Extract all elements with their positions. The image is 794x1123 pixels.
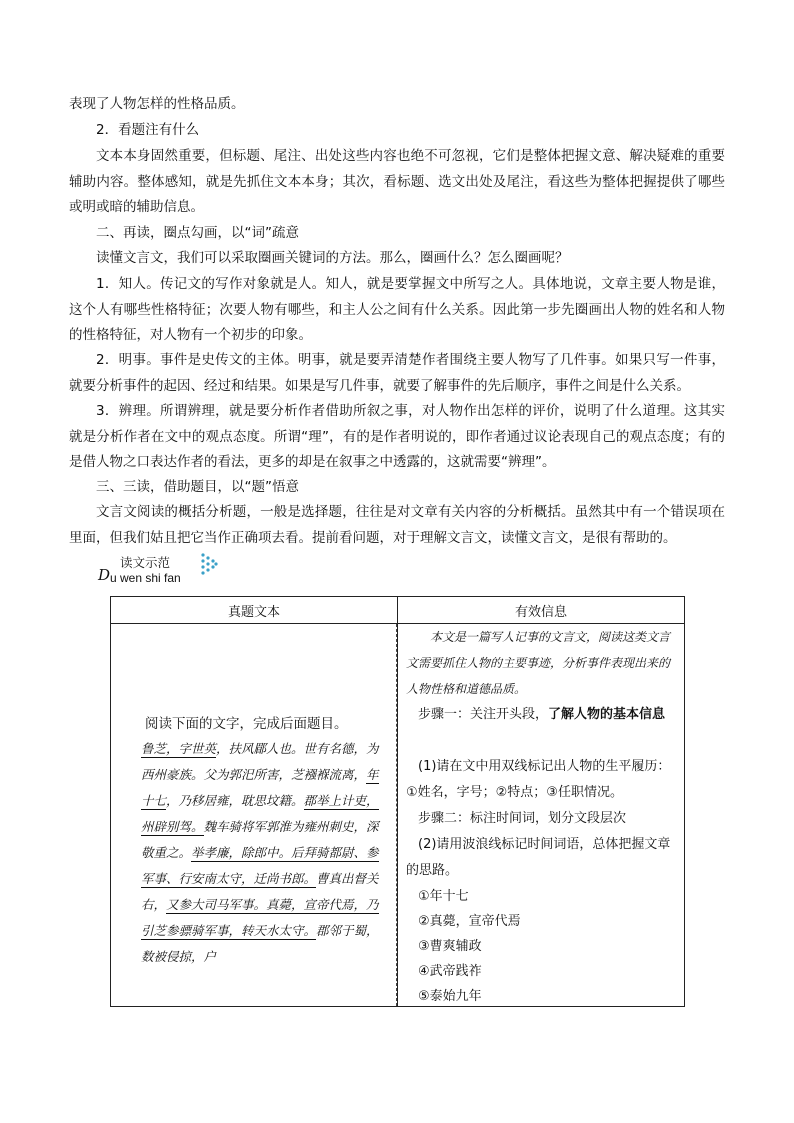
list-item: ②真薨，宣帝代焉 [418, 914, 521, 929]
list-item: ①年十七 [418, 889, 469, 904]
passage-segment: 曹真出督关右， [141, 871, 379, 912]
info-step1 [406, 702, 676, 728]
section-marker-pinyin: u wen shi fan [110, 571, 181, 585]
step1-label: 步骤一：关注开头段， [418, 707, 549, 722]
info-step2: 步骤二：标注时间词，划分文段层次 [418, 811, 627, 826]
paragraph: 3．辨理。所谓辨理，就是要分析作者借助所叙之事，对人物作出怎样的评价，说明了什么道理。这其实就是分析作者在文中的观点态度。所谓“理”，有的是作者明说的，即作者通过议论表现自己的观点态度；有的是借人物之口表达作者的看法，更多的却是在叙事之中透露的，这就需要“辨理”。 [69, 403, 725, 471]
section-marker-title: 读文示范 [120, 555, 171, 570]
section-heading: 二、再读，圈点勾画，以“词”疏意 [96, 225, 299, 241]
paragraph: 表现了人物怎样的性格品质。 [69, 96, 245, 112]
paragraph: 1．知人。传记文的写作对象就是人。知人，就是要掌握文中所写之人。具体地说，文章主要人物是谁，这个人有哪些性格特征；次要人物有哪些，和主人公之间有什么关系。因此第一步先圈画出人物的姓名和人物的性格特征，对人物有一个初步的印象。 [69, 276, 725, 344]
table-header-text: 真题文本 [111, 597, 398, 624]
list-item: ④武帝践祚 [418, 964, 482, 979]
paragraph: 读懂文言文，我们可以采取圈画关键词的方法。那么，圈画什么？怎么圈画呢？ [96, 250, 569, 266]
underlined-phrase: 又参大司马军事。真薨，宣帝代焉，乃引芝参骠骑军事，转天水太守。 [141, 897, 379, 938]
passage-instruction: 阅读下面的文字，完成后面题目。 [145, 716, 348, 732]
passage-segment: ，扶风郿人也。世有名德，为西州豪族。父为郭汜所害，芝襁褓流离， [141, 741, 379, 782]
info-cell [398, 624, 685, 1007]
table-header-info: 有效信息 [398, 597, 685, 624]
passage-text [141, 736, 379, 970]
section-heading: 三、三读，借助题目，以“题”悟意 [96, 479, 299, 495]
passage-segment: 魏车骑将军郭淮为雍州刺史，深敬重之。 [141, 819, 379, 860]
info-question2: (2)请用波浪线标记时间词语，总体把握文章的思路。 [406, 837, 671, 878]
list-item: ③曹爽辅政 [418, 939, 482, 954]
passage-cell [111, 624, 398, 1007]
underlined-phrase: 鲁芝，字世英 [141, 741, 217, 756]
passage-segment: 郡邻于蜀，数被侵掠，户 [141, 923, 379, 964]
underlined-phrase: 年十七 [141, 767, 379, 808]
section-marker-letter: D [98, 566, 111, 584]
info-intro: 本文是一篇写人记事的文言文，阅读这类文言文需要抓住人物的主要事迹，分析事件表现出来的人物性格和道德品质。 [406, 630, 671, 696]
subheading: 2．看题注有什么 [96, 122, 200, 138]
paragraph: 2．明事。事件是史传文的主体。明事，就是要弄清楚作者围绕主要人物写了几件事。如果只写一件事，就要分析事件的起因、经过和结果。如果是写几件事，就要了解事件的先后顺序，事件之间是什么关系。 [69, 352, 725, 394]
info-question1: (1)请在文中用双线标记出人物的生平履历：①姓名，字号；②特点；③任职情况。 [406, 759, 671, 800]
list-item: ⑤泰始九年 [418, 989, 482, 1004]
underlined-phrase: 郡举上计吏，州辟别驾。 [141, 793, 379, 834]
passage-segment: ，乃移居雍，耽思坟籍。 [166, 793, 304, 808]
reading-table [110, 596, 685, 1007]
paragraph: 文本本身固然重要，但标题、尾注、出处这些内容也绝不可忽视，它们是整体把握文意、解决疑难的重要辅助内容。整体感知，就是先抓住文本本身；其次，看标题、选文出处及尾注，看这些为整体把握提供了哪些或明或暗的辅助信息。 [69, 148, 725, 216]
chevron-arrows-icon [200, 552, 218, 578]
step1-bold: 了解人物的基本信息 [548, 707, 666, 722]
paragraph: 文言文阅读的概括分析题，一般是选择题，往往是对文章有关内容的分析概括。虽然其中有一个错误项在里面，但我们姑且把它当作正确项去看。提前看问题，对于理解文言文，读懂文言文，是很有帮助的。 [69, 504, 725, 546]
underlined-phrase: 举孝廉，除郎中。后拜骑都尉、参军事、行安南太守，迁尚书郎。 [141, 845, 379, 886]
